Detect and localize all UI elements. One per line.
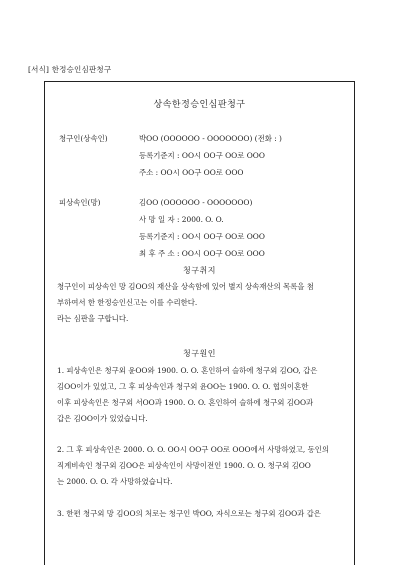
cause-line: 이후 피상속인은 청구외 서OO과 1900. O. O. 혼인하여 슬하에 청구외 김OO과 (57, 398, 314, 407)
claimant-name: 박OO (OOOOOO - OOOOOOO) (전화 : ) (139, 134, 282, 143)
cause-title: 청구원인 (183, 349, 216, 358)
cause-paragraph-2 (57, 442, 347, 490)
purpose-line: 부하여서 한 한정승인신고는 이를 수리한다. (57, 298, 198, 307)
cause-line: 2. 그 후 피상속인은 2000. O. O. OO시 OO구 OO로 OOO에서 사망하였고, 동인의 (57, 445, 330, 454)
deceased-registry: 등록기준지 : OO시 OO구 OO로 OOO (139, 232, 265, 241)
purpose-text (57, 279, 347, 327)
claimant-registry: 등록기준지 : OO시 OO구 OO로 OOO (139, 151, 265, 160)
cause-line: 직계비속인 청구외 김OO은 피상속인이 사망이전인 1900. O. O. 청구외 김OO (57, 461, 311, 470)
cause-line: 3. 한편 청구외 망 김OO의 처로는 청구인 박OO, 자식으로는 청구외 김OO과 갑은 (57, 509, 321, 518)
purpose-line: 라는 심판을 구합니다. (57, 314, 129, 323)
cause-line: 는 2000. O. O. 각 사망하였습니다. (57, 477, 173, 486)
deceased-last-address: 최 후 주 소 : OO시 OO구 OO로 OOO (139, 249, 265, 258)
cause-line: 1. 피상속인은 청구외 윤OO와 1900. O. O. 혼인하여 슬하에 청구외 김OO, 갑은 (57, 366, 318, 375)
deceased-name: 김OO (OOOOOO - OOOOOOO) (139, 198, 253, 207)
cause-line: 갑은 김OO이가 있었습니다. (57, 414, 148, 423)
cause-paragraph-3 (57, 506, 347, 522)
claimant-label: 청구인(상속인) (59, 134, 108, 143)
deceased-death-date: 사 망 일 자 : 2000. O. O. (139, 215, 224, 224)
claimant-address: 주소 : OO시 OO구 OO로 OOO (139, 168, 244, 177)
cause-line: 김OO이가 있었고, 그 후 피상속인과 청구외 윤OO는 1900. O. O. 협의이혼한 (57, 382, 309, 391)
document-title: 상속한정승인심판청구 (153, 100, 246, 110)
deceased-label: 피상속인(망) (59, 198, 101, 207)
form-label: [서식] 한정승인심판청구 (28, 65, 112, 74)
purpose-line: 청구인이 피상속인 망 김OO의 재산을 상속함에 있어 별지 상속재산의 목록을 첨 (57, 282, 314, 291)
cause-paragraph-1 (57, 363, 347, 427)
purpose-title: 청구취지 (183, 266, 216, 275)
document-frame (44, 81, 355, 565)
